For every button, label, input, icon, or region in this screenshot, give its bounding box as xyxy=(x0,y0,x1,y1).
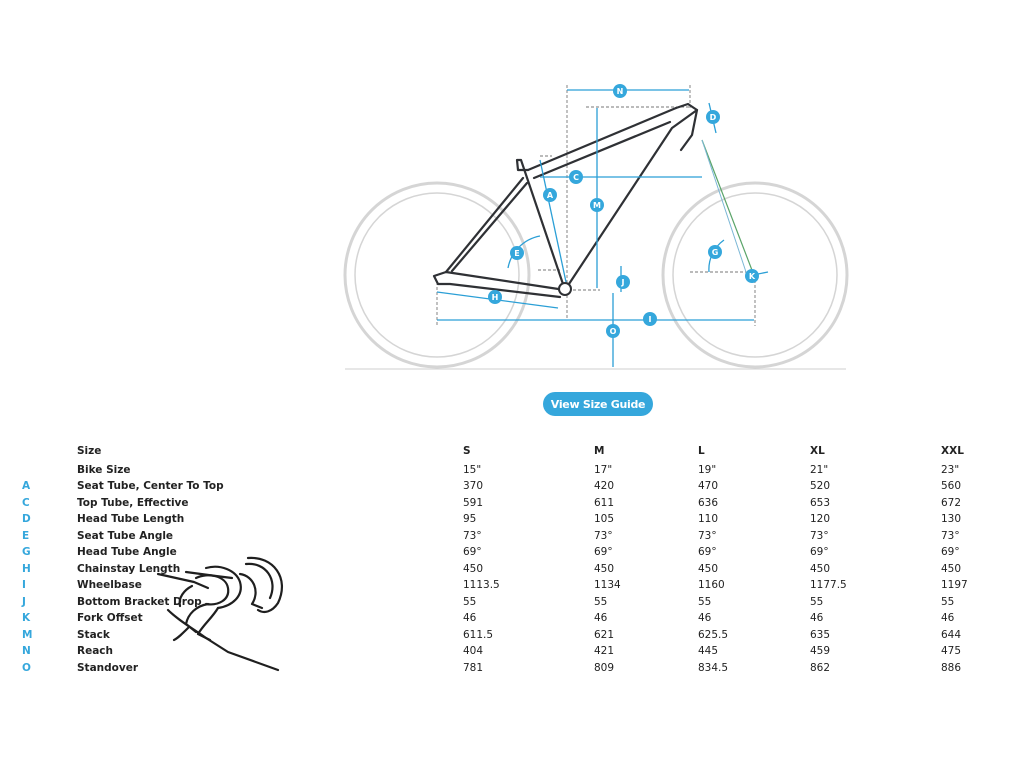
row-value-l: 1160 xyxy=(698,579,725,591)
row-label: Head Tube Angle xyxy=(77,546,177,558)
row-value-xl: 653 xyxy=(810,496,831,509)
marker-label-k: K xyxy=(748,272,756,281)
marker-o xyxy=(606,324,620,338)
row-value-m: 69° xyxy=(594,546,613,558)
row-label: Bottom Bracket Drop xyxy=(77,595,202,608)
marker-label-n: N xyxy=(616,87,624,96)
row-value-m: 55 xyxy=(594,595,608,608)
row-value-xl: 635 xyxy=(810,628,831,641)
row-value-l: 19" xyxy=(698,463,717,476)
row-value-s: 781 xyxy=(463,661,484,674)
marker-label-o: O xyxy=(609,327,617,336)
table-header-row xyxy=(0,443,1024,460)
row-value-l: 69° xyxy=(698,546,717,558)
view-size-guide-button[interactable]: View Size Guide xyxy=(543,392,653,416)
row-letter: O xyxy=(22,661,31,674)
row-value-m: 809 xyxy=(594,661,615,674)
row-value-xxl: 46 xyxy=(941,612,955,624)
marker-d xyxy=(706,110,720,124)
row-letter: H xyxy=(22,562,31,575)
row-label: Standover xyxy=(77,661,139,674)
row-value-xl: 862 xyxy=(810,661,831,674)
table-row xyxy=(0,495,1024,512)
marker-label-m: M xyxy=(593,201,601,210)
row-value-l: 450 xyxy=(698,562,719,575)
dimension-markers xyxy=(488,84,759,338)
size-header-l: L xyxy=(698,445,705,457)
row-letter: E xyxy=(22,529,30,542)
row-letter: G xyxy=(22,546,31,558)
size-header-xl: XL xyxy=(810,445,825,457)
row-value-xxl: 69° xyxy=(941,546,960,558)
row-letter: D xyxy=(22,513,31,525)
row-value-xl: 73° xyxy=(810,529,829,542)
row-value-xxl: 23" xyxy=(941,463,960,476)
marker-c xyxy=(569,170,583,184)
row-value-m: 46 xyxy=(594,612,608,624)
row-value-xl: 21" xyxy=(810,463,829,476)
row-value-m: 73° xyxy=(594,529,613,542)
row-value-l: 73° xyxy=(698,529,717,542)
bike-frame xyxy=(434,104,697,297)
row-value-s: 404 xyxy=(463,645,484,657)
marker-label-a: A xyxy=(546,191,554,200)
row-value-xl: 520 xyxy=(810,480,831,492)
row-value-s: 591 xyxy=(463,496,484,509)
row-value-s: 73° xyxy=(463,529,482,542)
row-label: Stack xyxy=(77,628,110,641)
bottom-bracket xyxy=(559,283,571,295)
row-value-l: 46 xyxy=(698,612,712,624)
row-value-s: 611.5 xyxy=(463,628,494,641)
row-label: Top Tube, Effective xyxy=(77,496,189,509)
row-value-xl: 69° xyxy=(810,546,829,558)
row-value-xxl: 73° xyxy=(941,529,960,542)
row-letter: C xyxy=(22,496,30,509)
row-value-m: 105 xyxy=(594,513,615,525)
table-row xyxy=(0,478,1024,495)
row-value-l: 110 xyxy=(698,513,719,525)
row-value-xl: 459 xyxy=(810,645,831,657)
row-value-m: 17" xyxy=(594,463,613,476)
marker-label-h: H xyxy=(491,293,499,302)
marker-n xyxy=(613,84,627,98)
row-value-xxl: 644 xyxy=(941,628,962,641)
row-value-xxl: 886 xyxy=(941,661,962,674)
fork-line xyxy=(702,140,755,278)
row-letter: K xyxy=(22,612,31,624)
row-value-s: 69° xyxy=(463,546,482,558)
row-value-m: 621 xyxy=(594,628,615,641)
row-value-xxl: 672 xyxy=(941,496,962,509)
row-value-xl: 120 xyxy=(810,513,831,525)
row-value-xl: 1177.5 xyxy=(810,579,847,591)
marker-label-d: D xyxy=(709,113,717,122)
row-value-s: 46 xyxy=(463,612,477,624)
row-value-l: 445 xyxy=(698,645,719,657)
row-value-m: 1134 xyxy=(594,579,621,591)
row-value-l: 636 xyxy=(698,496,719,509)
row-letter: J xyxy=(22,595,26,608)
row-value-m: 420 xyxy=(594,480,615,492)
row-label: Chainstay Length xyxy=(77,562,181,575)
row-label: Fork Offset xyxy=(77,612,143,624)
row-label: Bike Size xyxy=(77,463,131,476)
row-label: Head Tube Length xyxy=(77,513,185,525)
size-header-label: Size xyxy=(77,445,102,457)
row-value-l: 55 xyxy=(698,595,712,608)
row-letter: I xyxy=(22,579,26,591)
marker-j xyxy=(616,275,630,289)
marker-label-j: J xyxy=(621,278,625,287)
size-header-s: S xyxy=(463,445,471,457)
row-value-l: 625.5 xyxy=(698,628,729,641)
row-value-s: 95 xyxy=(463,513,477,525)
row-letter: A xyxy=(22,480,31,492)
row-value-s: 450 xyxy=(463,562,484,575)
marker-label-g: G xyxy=(711,248,719,257)
marker-label-i: I xyxy=(648,315,652,324)
size-header-xxl: XXL xyxy=(941,445,964,457)
marker-g xyxy=(708,245,722,259)
marker-m xyxy=(590,198,604,212)
dimension-lines xyxy=(437,90,768,367)
row-value-s: 370 xyxy=(463,480,484,492)
table-row xyxy=(0,528,1024,545)
marker-a xyxy=(543,188,557,202)
row-label: Seat Tube Angle xyxy=(77,529,174,542)
row-value-m: 611 xyxy=(594,496,615,509)
size-header-m: M xyxy=(594,445,605,457)
row-label: Reach xyxy=(77,645,113,657)
row-value-l: 470 xyxy=(698,480,719,492)
row-label: Seat Tube, Center To Top xyxy=(77,480,224,492)
rider-logo-icon xyxy=(148,548,290,674)
row-letter: M xyxy=(22,628,33,641)
row-value-xxl: 450 xyxy=(941,562,962,575)
marker-h xyxy=(488,290,502,304)
marker-i xyxy=(643,312,657,326)
row-value-xl: 46 xyxy=(810,612,824,624)
row-label: Wheelbase xyxy=(77,579,142,591)
row-value-m: 421 xyxy=(594,645,615,657)
row-value-s: 1113.5 xyxy=(463,579,500,591)
row-value-s: 55 xyxy=(463,595,477,608)
row-value-xxl: 130 xyxy=(941,513,962,525)
row-value-xxl: 1197 xyxy=(941,579,968,591)
row-value-xl: 55 xyxy=(810,595,824,608)
row-value-l: 834.5 xyxy=(698,661,729,674)
row-value-m: 450 xyxy=(594,562,615,575)
row-value-s: 15" xyxy=(463,463,482,476)
table-row xyxy=(0,462,1024,479)
table-row xyxy=(0,511,1024,528)
row-value-xl: 450 xyxy=(810,562,831,575)
marker-e xyxy=(510,246,524,260)
row-value-xxl: 55 xyxy=(941,595,955,608)
row-value-xxl: 475 xyxy=(941,645,962,657)
row-value-xxl: 560 xyxy=(941,480,962,492)
row-letter: N xyxy=(22,645,31,657)
marker-label-c: C xyxy=(573,173,579,182)
marker-k xyxy=(745,269,759,283)
marker-label-e: E xyxy=(514,249,520,258)
